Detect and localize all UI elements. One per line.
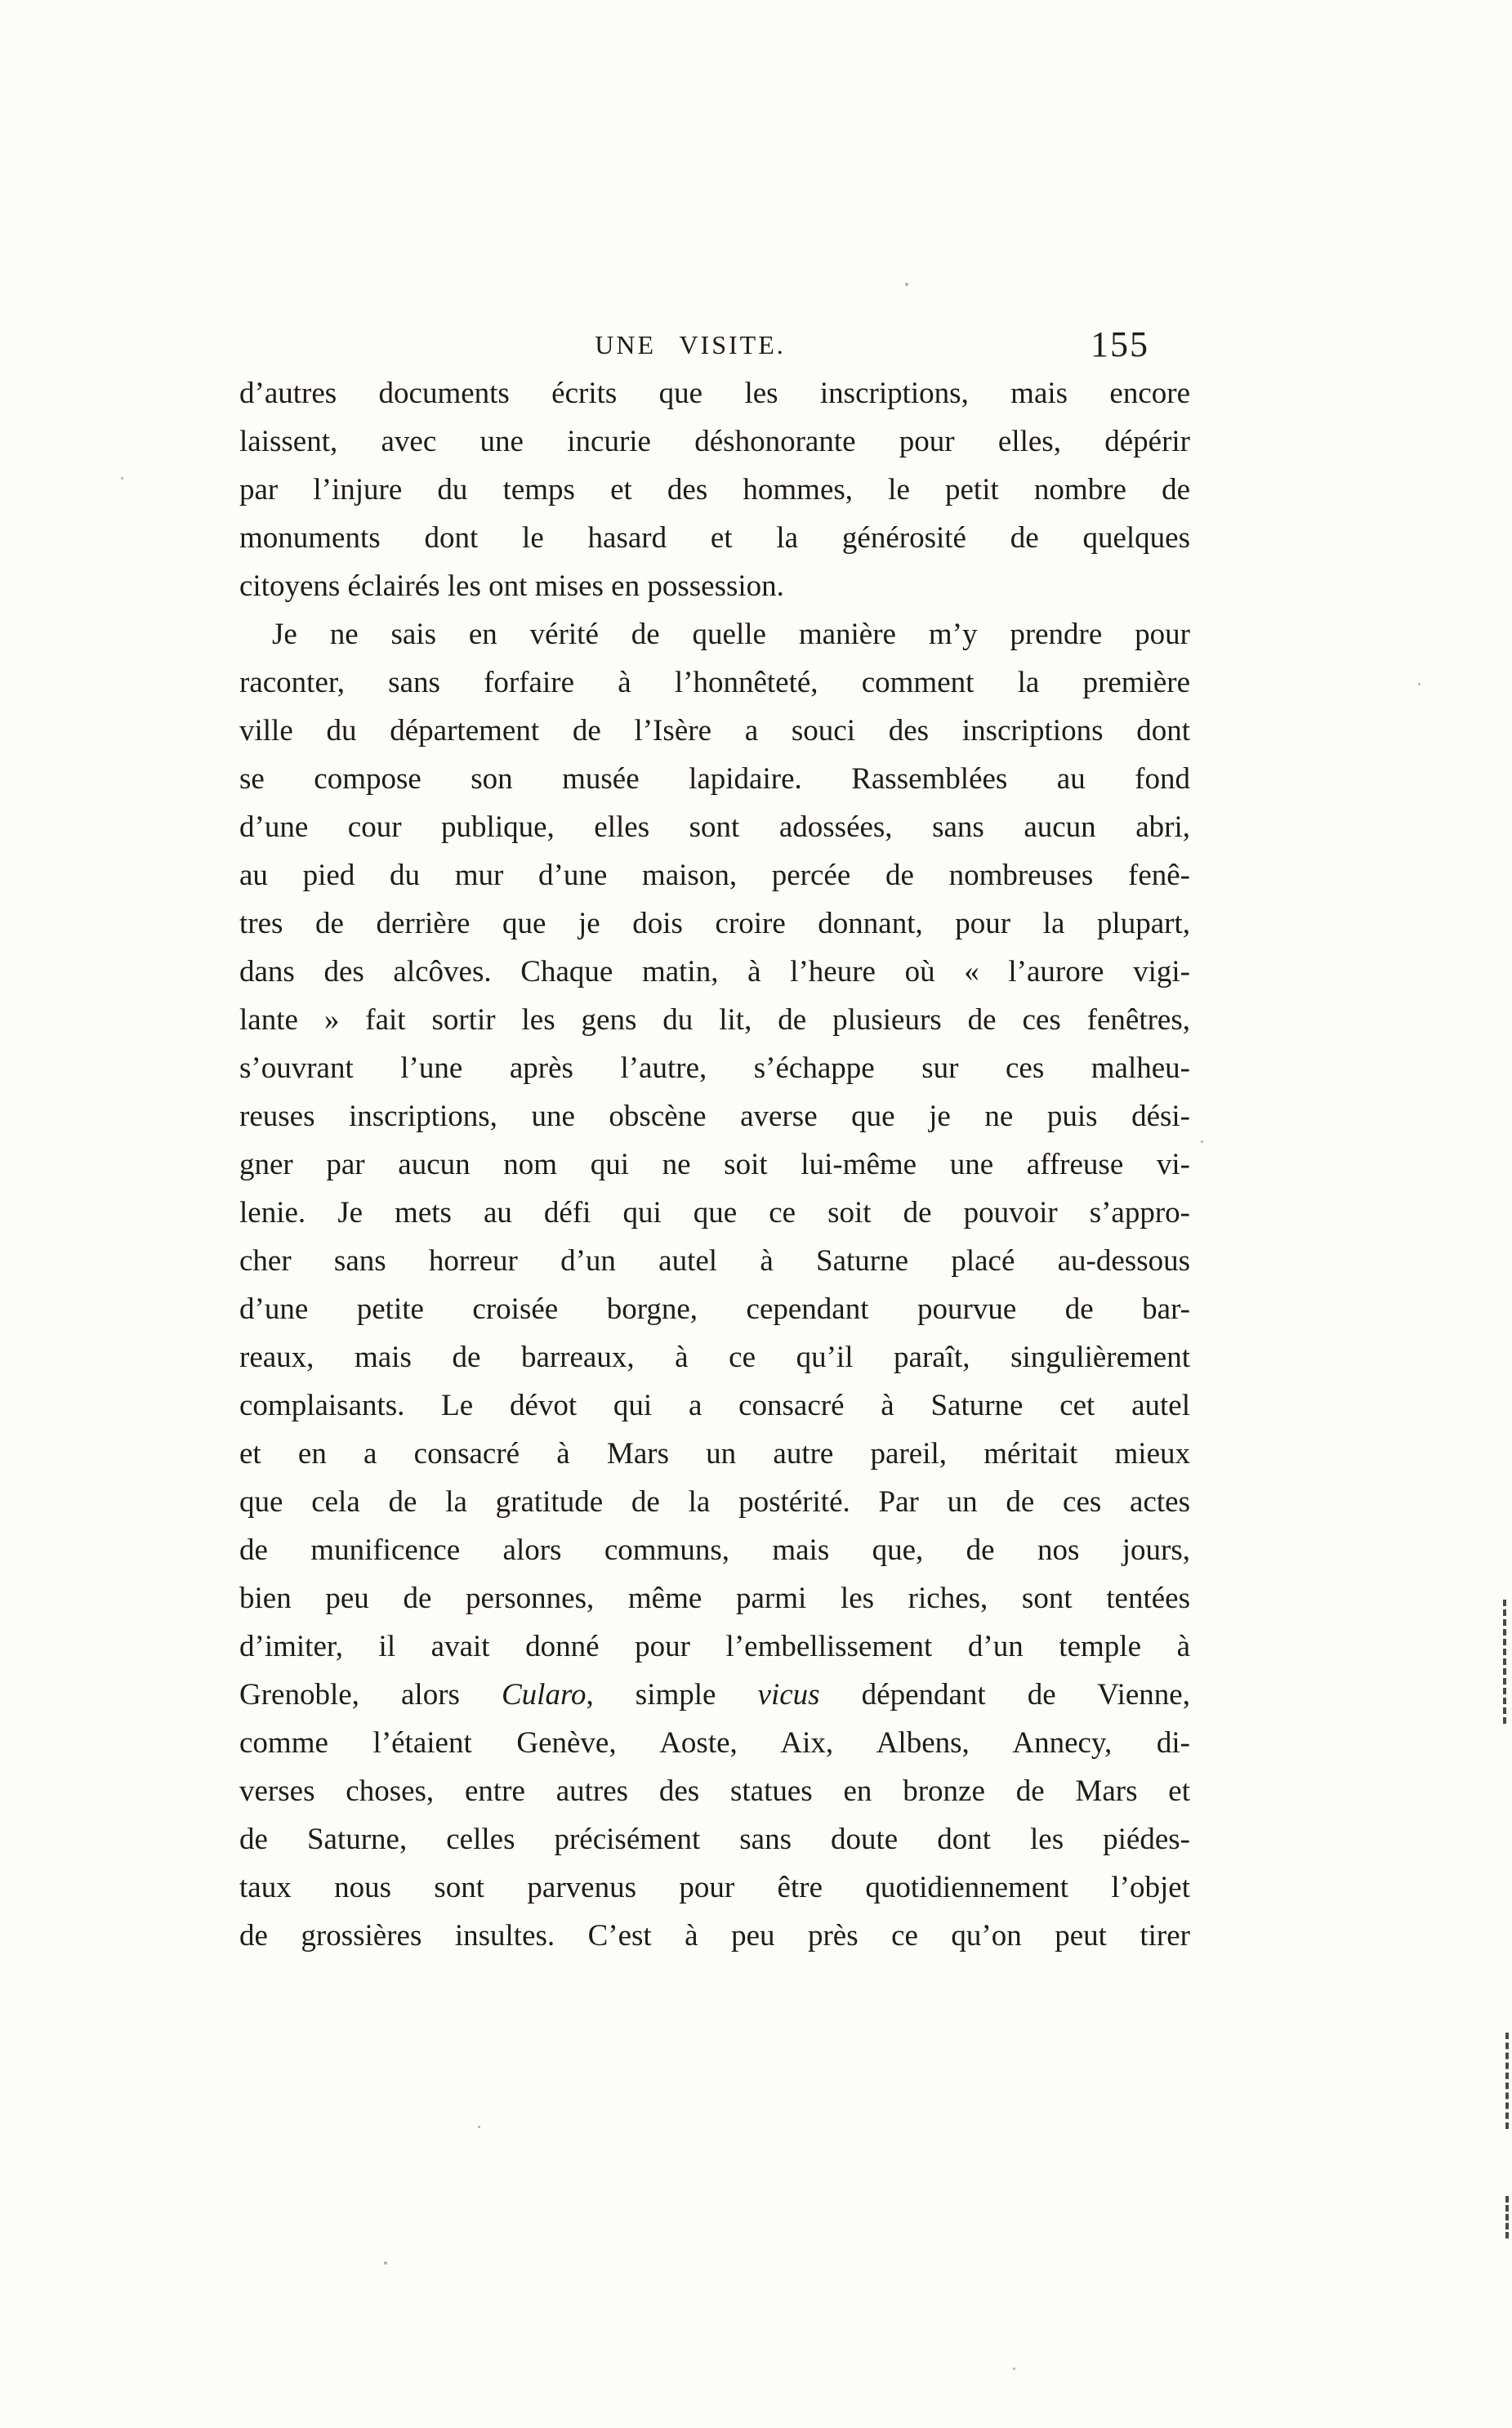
scan-speck — [121, 477, 123, 480]
scan-speck — [384, 2261, 387, 2265]
page-number: 155 — [1091, 324, 1149, 364]
scan-edge-artifact — [1505, 2196, 1509, 2238]
text-line: lenie. Je mets au défi qui que ce soit de pouvoir s’appro- — [239, 1196, 1190, 1230]
text-line: au pied du mur d’une maison, percée de nombreuses fenê- — [239, 859, 1190, 892]
text-line: de Saturne, celles précisément sans doute dont les piédes- — [239, 1823, 1190, 1856]
text-segment: , simple — [586, 1678, 758, 1712]
text-line: et en a consacré à Mars un autre pareil, méritait mieux — [239, 1437, 1190, 1471]
italic-latin-term: vicus — [757, 1678, 820, 1712]
text-line-paragraph-end: citoyens éclairés les ont mises en possession. — [239, 569, 784, 603]
text-segment: Grenoble, alors — [239, 1678, 502, 1712]
text-line: se compose son musée lapidaire. Rassemblées au fond — [239, 762, 1190, 796]
text-line: s’ouvrant l’une après l’autre, s’échappe sur ces malheu- — [239, 1051, 1190, 1085]
text-line: de grossières insultes. C’est à peu près ce qu’on peut tirer — [239, 1919, 1190, 1953]
scan-edge-artifact — [1503, 1600, 1506, 1724]
text-line: complaisants. Le dévot qui a consacré à Saturne cet autel — [239, 1389, 1190, 1422]
text-segment: dépendant de Vienne, — [819, 1678, 1190, 1712]
text-line: que cela de la gratitude de la postérité. Par un de ces actes — [239, 1485, 1190, 1519]
text-line: reuses inscriptions, une obscène averse que je ne puis dési- — [239, 1100, 1190, 1133]
text-line: comme l’étaient Genève, Aoste, Aix, Albens, Annecy, di- — [239, 1726, 1190, 1760]
text-line: taux nous sont parvenus pour être quotidiennement l’objet — [239, 1871, 1190, 1904]
scan-speck — [354, 971, 356, 973]
scan-speck — [1013, 2368, 1015, 2370]
scan-edge-artifact — [1505, 2033, 1509, 2129]
italic-latin-name: Cularo — [502, 1678, 587, 1712]
scan-speck — [1201, 1140, 1203, 1143]
text-line: d’une petite croisée borgne, cependant pourvue de bar- — [239, 1292, 1190, 1326]
text-line: de munificence alors communs, mais que, de nos jours, — [239, 1533, 1190, 1567]
scan-speck — [1418, 683, 1421, 685]
text-line: cher sans horreur d’un autel à Saturne placé au-dessous — [239, 1244, 1190, 1278]
text-line: reaux, mais de barreaux, à ce qu’il paraît, singulièrement — [239, 1341, 1190, 1374]
text-line: gner par aucun nom qui ne soit lui-même une affreuse vi- — [239, 1148, 1190, 1181]
scan-speck — [478, 2126, 480, 2128]
text-line: d’imiter, il avait donné pour l’embellissement d’un temple à — [239, 1630, 1190, 1663]
page-header — [239, 324, 1190, 371]
text-block — [239, 369, 1190, 1960]
text-line: d’autres documents écrits que les inscriptions, mais encore — [239, 377, 1190, 410]
text-line: tres de derrière que je dois croire donnant, pour la plupart, — [239, 907, 1190, 940]
scan-speck — [905, 283, 908, 286]
text-line-paragraph-start: Je ne sais en vérité de quelle manière m’y prendre pour — [272, 618, 1190, 651]
text-line: lante » fait sortir les gens du lit, de plusieurs de ces fenêtres, — [239, 1003, 1190, 1037]
text-line: dans des alcôves. Chaque matin, à l’heure où « l’aurore vigi- — [239, 955, 1190, 989]
text-line: bien peu de personnes, même parmi les riches, sont tentées — [239, 1582, 1190, 1615]
text-line: laissent, avec une incurie déshonorante pour elles, dépérir — [239, 425, 1190, 458]
text-line: d’une cour publique, elles sont adossées, sans aucun abri, — [239, 810, 1190, 844]
text-line: verses choses, entre autres des statues en bronze de Mars et — [239, 1774, 1190, 1808]
text-line: par l’injure du temps et des hommes, le petit nombre de — [239, 473, 1190, 507]
text-line: raconter, sans forfaire à l’honnêteté, comment la première — [239, 666, 1190, 699]
text-line-with-italics — [239, 1671, 1190, 1719]
text-line: ville du département de l’Isère a souci des inscriptions dont — [239, 714, 1190, 748]
text-line: monuments dont le hasard et la générosité de quelques — [239, 521, 1190, 555]
running-title: UNE VISITE. — [595, 330, 786, 359]
